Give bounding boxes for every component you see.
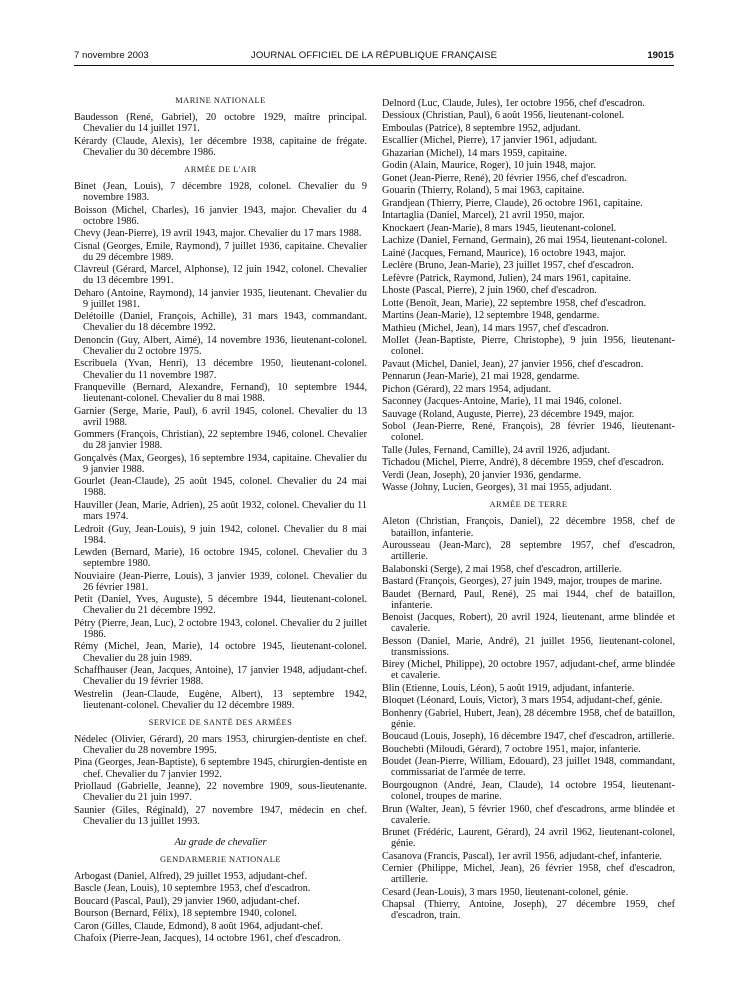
list-item: Gourlet (Jean-Claude), 25 août 1945, colonel. Chevalier du 24 mai 1988. [74,476,367,499]
list-item: Baudesson (René, Gabriel), 20 octobre 1929, maître principal. Chevalier du 14 juillet 1971. [74,112,367,135]
list-item: Garnier (Serge, Marie, Paul), 6 avril 1945, colonel. Chevalier du 13 avril 1988. [74,405,367,428]
list-item: Pavaut (Michel, Daniel, Jean), 27 janvier 1956, chef d'escadron. [382,358,644,370]
list-item: Pichon (Gérard), 22 mars 1954, adjudant. [382,383,552,395]
journal-title: JOURNAL OFFICIEL DE LA RÉPUBLIQUE FRANÇAISE [250,50,498,61]
list-item: Bonhenry (Gabriel, Hubert, Jean), 28 décembre 1958, chef de bataillon, génie. [382,707,675,730]
section-heading: SERVICE DE SANTÉ DES ARMÉES [148,717,293,727]
list-item: Wasse (Johny, Lucien, Georges), 31 mai 1955, adjudant. [382,482,612,494]
list-item: Mathieu (Michel, Jean), 14 mars 1957, chef d'escadron. [382,322,609,334]
section-heading: MARINE NATIONALE [175,96,266,105]
list-item: Brun (Walter, Jean), 5 février 1960, chef d'escadrons, arme blindée et cavalerie. [382,803,675,826]
list-item: Grandjean (Thierry, Pierre, Claude), 26 octobre 1961, capitaine. [382,197,643,209]
list-item: Knockaert (Jean-Marie), 8 mars 1945, lieutenant-colonel. [382,222,617,234]
list-item: Blin (Etienne, Louis, Léon), 5 août 1919, adjudant, infanterie. [382,682,635,694]
list-item: Ledroit (Guy, Jean-Louis), 9 juin 1942, colonel. Chevalier du 8 mai 1984. [74,523,367,546]
list-item: Priollaud (Gabrielle, Jeanne), 22 novembre 1909, sous-lieutenante. Chevalier du 21 juin 1997. [74,781,367,804]
list-item: Boisson (Michel, Charles), 16 janvier 1943, major. Chevalier du 4 octobre 1986. [74,204,367,227]
list-item: Chevy (Jean-Pierre), 19 avril 1943, major. Chevalier du 17 mars 1988. [74,228,362,240]
list-item: Besson (Daniel, Marie, André), 21 juillet 1956, lieutenant-colonel, transmissions. [382,635,675,658]
section-heading: GENDARMERIE NATIONALE [160,854,281,864]
list-item: Gonçalvès (Max, Georges), 16 septembre 1934, capitaine. Chevalier du 9 janvier 1988. [74,452,367,475]
list-item: Lotte (Benoît, Jean, Marie), 22 septembre 1958, chef d'escadron. [382,297,647,309]
list-item: Lefèvre (Patrick, Raymond, Julien), 24 mars 1961, capitaine. [382,272,631,284]
list-item: Caron (Gilles, Claude, Edmond), 8 août 1964, adjudant-chef. [74,920,323,932]
list-item: Aurousseau (Jean-Marc), 28 septembre 1957, chef d'escadron, artillerie. [382,540,675,563]
list-item: Dessioux (Christian, Paul), 6 août 1956, lieutenant-colonel. [382,110,625,122]
list-item: Delnord (Luc, Claude, Jules), 1er octobre 1956, chef d'escadron. [382,98,645,109]
list-item: Escallier (Michel, Pierre), 17 janvier 1961, adjudant. [382,135,597,147]
list-item: Franqueville (Bernard, Alexandre, Fernand), 10 septembre 1944, lieutenant-colonel. Chevalier du 8 mai 1988. [74,382,367,405]
list-item: Deharo (Antoine, Raymond), 14 janvier 1935, lieutenant. Chevalier du 9 juillet 1981. [74,287,367,310]
list-item: Talle (Jules, Fernand, Camille), 24 avril 1926, adjudant. [382,444,610,456]
list-item: Tichadou (Michel, Pierre, André), 8 décembre 1959, chef d'escadron. [382,457,664,469]
list-item: Bastard (François, Georges), 27 juin 1949, major, troupes de marine. [382,576,663,588]
list-item: Bourson (Bernard, Félix), 18 septembre 1940, colonel. [74,908,297,920]
list-item: Mollet (Jean-Baptiste, Pierre, Christophe), 9 juin 1956, lieutenant-colonel. [382,335,675,358]
issue-date: 7 novembre 2003 [74,50,149,61]
list-item: Brunet (Frédéric, Laurent, Gérard), 24 avril 1962, lieutenant-colonel, génie. [382,827,675,850]
list-item: Nouviaire (Jean-Pierre, Louis), 3 janvier 1939, colonel. Chevalier du 26 février 1981. [74,570,367,593]
list-item: Saunier (Giles, Réginald), 27 novembre 1947, médecin en chef. Chevalier du 13 juillet 1993. [74,804,367,827]
list-item: Chafoix (Pierre-Jean, Jacques), 14 octobre 1961, chef d'escadron. [74,933,341,945]
header-rule [74,65,674,66]
list-item: Benoist (Jacques, Robert), 20 avril 1924, lieutenant, arme blindée et cavalerie. [382,612,675,635]
list-item: Godin (Alain, Maurice, Roger), 10 juin 1948, major. [382,160,596,172]
list-item: Denoncin (Guy, Albert, Aimé), 14 novembre 1936, lieutenant-colonel. Chevalier du 2 octobre 1975. [74,334,367,357]
list-item: Escribuela (Yvan, Henri), 13 décembre 1950, lieutenant-colonel. Chevalier du 11 novembre 1987. [74,358,367,381]
list-item: Casanova (Francis, Pascal), 1er avril 1956, adjudant-chef, infanterie. [382,850,663,862]
list-item: Gonet (Jean-Pierre, René), 20 février 1956, chef d'escadron. [382,172,627,184]
list-item: Lainé (Jacques, Fernand, Maurice), 16 octobre 1943, major. [382,247,626,259]
page-number: 19015 [647,50,674,61]
list-item: Petit (Daniel, Yves, Auguste), 5 décembre 1944, lieutenant-colonel. Chevalier du 21 décembre 1992. [74,594,367,617]
list-item: Leclère (Bruno, Jean-Marie), 23 juillet 1957, chef d'escadron. [382,260,634,272]
list-item: Cisnal (Georges, Emile, Raymond), 7 juillet 1936, capitaine. Chevalier du 29 décembre 1989. [74,240,367,263]
page-header [74,50,674,66]
list-item: Chapsal (Thierry, Antoine, Joseph), 27 décembre 1959, chef d'escadron, train. [382,899,675,922]
list-item: Rémy (Michel, Jean, Marie), 14 octobre 1945, lieutenant-colonel. Chevalier du 28 juin 1989. [74,641,367,664]
section-heading: ARMÉE DE TERRE [489,500,568,510]
list-item: Gommers (François, Christian), 22 septembre 1946, colonel. Chevalier du 28 janvier 1988. [74,429,367,452]
list-item: Lachize (Daniel, Fernand, Germain), 26 mai 1954, lieutenant-colonel. [382,235,668,247]
grade-heading: Au grade de chevalier [174,836,267,848]
list-item: Pétry (Pierre, Jean, Luc), 2 octobre 1943, colonel. Chevalier du 2 juillet 1986. [74,617,367,640]
list-item: Emboulas (Patrice), 8 septembre 1952, adjudant. [382,122,581,134]
list-item: Aleton (Christian, François, Daniel), 22 décembre 1958, chef de bataillon, infanterie. [382,516,675,539]
list-item: Delétoille (Daniel, François, Achille), 31 mars 1943, commandant. Chevalier du 18 décembre 1992. [74,311,367,334]
list-item: Pina (Georges, Jean-Baptiste), 6 septembre 1945, chirurgien-dentiste en chef. Chevalier du 7 janvier 1992. [74,757,367,780]
section-heading: ARMÉE DE L'AIR [184,164,257,174]
list-item: Bascle (Jean, Louis), 10 septembre 1953, chef d'escadron. [74,883,311,895]
list-item: Kérardy (Claude, Alexis), 1er décembre 1938, capitaine de frégate. Chevalier du 30 décembre 1986. [74,135,367,158]
list-item: Lewden (Bernard, Marie), 16 octobre 1945, colonel. Chevalier du 3 septembre 1980. [74,547,367,570]
list-item: Westrelin (Jean-Claude, Eugène, Albert), 13 septembre 1942, lieutenant-colonel. Chevalier du 12 décembre 1989. [74,688,367,711]
list-item: Balabonski (Serge), 2 mai 1958, chef d'escadron, artillerie. [382,563,622,575]
list-item: Boucaud (Louis, Joseph), 16 décembre 1947, chef d'escadron, artillerie. [382,731,675,743]
left-column [74,95,367,946]
list-item: Birey (Michel, Philippe), 20 octobre 1957, adjudant-chef, arme blindée et cavalerie. [382,659,675,682]
list-item: Gouarin (Thierry, Roland), 5 mai 1963, capitaine. [382,185,585,197]
list-item: Schaffhauser (Jean, Jacques, Antoine), 17 janvier 1948, adjudant-chef. Chevalier du 19 février 1988. [74,665,367,688]
list-item: Clavreul (Gérard, Marcel, Alphonse), 12 juin 1942, colonel. Chevalier du 13 décembre 1991. [74,264,367,287]
list-item: Sobol (Jean-Pierre, René, François), 28 février 1946, lieutenant-colonel. [382,421,675,444]
list-item: Nédelec (Olivier, Gérard), 20 mars 1953, chirurgien-dentiste en chef. Chevalier du 28 novembre 1995. [74,733,367,756]
list-item: Boudet (Jean-Pierre, William, Edouard), 23 juillet 1948, commandant, commissariat de l'armée de terre. [382,756,675,779]
list-item: Sauvage (Roland, Auguste, Pierre), 23 décembre 1949, major. [382,408,635,420]
list-item: Cesard (Jean-Louis), 3 mars 1950, lieutenant-colonel, génie. [382,886,629,898]
list-item: Lhoste (Pascal, Pierre), 2 juin 1960, chef d'escadron. [382,285,597,297]
list-item: Binet (Jean, Louis), 7 décembre 1928, colonel. Chevalier du 9 novembre 1983. [74,180,367,204]
list-item: Bloquet (Léonard, Louis, Victor), 3 mars 1954, adjudant-chef, génie. [382,695,663,707]
list-item: Intartaglia (Daniel, Marcel), 21 avril 1950, major. [382,210,585,222]
list-item: Bourgougnon (André, Jean, Claude), 14 octobre 1954, lieutenant-colonel, troupes de marine. [382,779,675,803]
list-item: Bouchebti (Miloudi, Gérard), 7 octobre 1951, major, infanterie. [382,743,641,755]
list-item: Martins (Jean-Marie), 12 septembre 1948, gendarme. [382,310,600,322]
list-item: Verdi (Jean, Joseph), 20 janvier 1936, gendarme. [382,469,582,481]
list-item: Pennarun (Jean-Marie), 21 mai 1928, gendarme. [382,371,580,383]
list-item: Ghazarian (Michel), 14 mars 1959, capitaine. [382,147,568,159]
list-item: Cernier (Philippe, Michel, Jean), 26 février 1958, chef d'escadron, artillerie. [382,863,675,886]
list-item: Boucard (Pascal, Paul), 29 janvier 1960, adjudant-chef. [74,895,300,907]
list-item: Hauviller (Jean, Marie, Adrien), 25 août 1932, colonel. Chevalier du 11 mars 1974. [74,499,367,523]
list-item: Arbogast (Daniel, Alfred), 29 juillet 1953, adjudant-chef. [74,870,308,882]
right-column [382,98,675,923]
list-item: Saconney (Jacques-Antoine, Marie), 11 mai 1946, colonel. [382,396,622,408]
list-item: Baudet (Bernard, Paul, René), 25 mai 1944, chef de bataillon, infanterie. [382,588,675,611]
